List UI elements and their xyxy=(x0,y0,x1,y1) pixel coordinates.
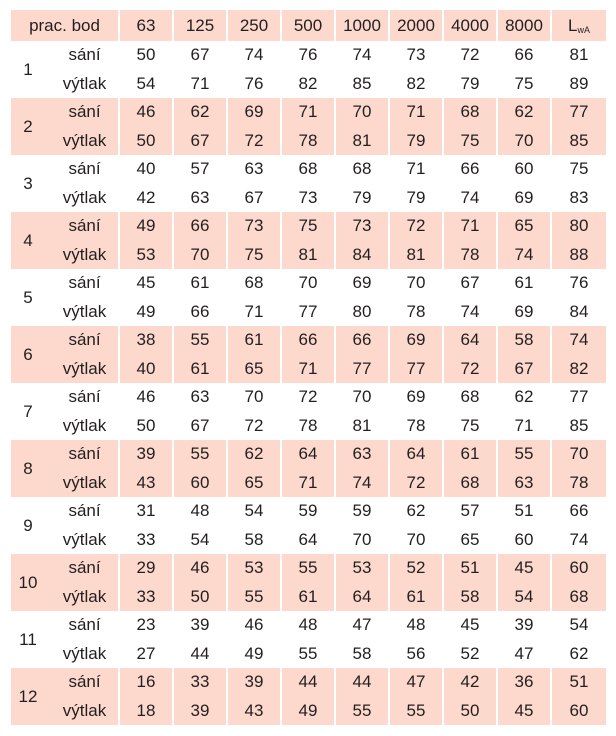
freq-value: 78 xyxy=(442,241,496,270)
freq-value: 58 xyxy=(226,526,280,555)
freq-value: 63 xyxy=(226,155,280,184)
freq-value: 61 xyxy=(496,269,550,298)
lwa-value: 68 xyxy=(550,583,606,612)
freq-value: 76 xyxy=(226,70,280,99)
freq-value: 54 xyxy=(172,526,226,555)
freq-value: 54 xyxy=(118,70,172,99)
freq-value: 58 xyxy=(442,583,496,612)
freq-value: 49 xyxy=(118,298,172,327)
lwa-value: 85 xyxy=(550,412,606,441)
freq-value: 81 xyxy=(334,127,388,156)
header-freq: 500 xyxy=(280,10,334,41)
freq-value: 48 xyxy=(172,497,226,526)
freq-value: 55 xyxy=(496,440,550,469)
point-number: 5 xyxy=(23,287,33,307)
point-number: 8 xyxy=(11,440,45,497)
freq-value: 56 xyxy=(388,640,442,669)
table-row xyxy=(11,269,606,298)
freq-value: 36 xyxy=(496,668,550,697)
freq-value: 46 xyxy=(118,98,172,127)
freq-value: 67 xyxy=(172,41,226,70)
lwa-value: 62 xyxy=(550,640,606,669)
freq-value: 70 xyxy=(172,241,226,270)
lwa-value: 74 xyxy=(550,326,606,355)
side-label-discharge: výtlak xyxy=(62,301,107,321)
header-row xyxy=(11,10,606,41)
freq-value: 65 xyxy=(226,469,280,498)
freq-value: 45 xyxy=(118,269,172,298)
freq-value: 72 xyxy=(226,127,280,156)
table-row xyxy=(11,640,606,669)
freq-value: 61 xyxy=(226,326,280,355)
lwa-value: 88 xyxy=(550,241,606,270)
freq-value: 70 xyxy=(334,98,388,127)
freq-value: 55 xyxy=(280,640,334,669)
lwa-value: 85 xyxy=(550,127,606,156)
freq-value: 75 xyxy=(442,412,496,441)
table-row xyxy=(11,41,606,70)
freq-value: 72 xyxy=(388,469,442,498)
freq-value: 81 xyxy=(280,241,334,270)
freq-value: 55 xyxy=(280,554,334,583)
table-row xyxy=(11,440,606,469)
table-row xyxy=(11,98,606,127)
freq-value: 71 xyxy=(496,412,550,441)
freq-value: 62 xyxy=(226,440,280,469)
freq-value: 68 xyxy=(442,469,496,498)
freq-value: 71 xyxy=(388,98,442,127)
freq-value: 54 xyxy=(496,583,550,612)
freq-value: 74 xyxy=(496,241,550,270)
side-label-discharge: výtlak xyxy=(45,583,118,612)
freq-value: 69 xyxy=(388,383,442,412)
freq-value: 79 xyxy=(388,127,442,156)
point-number: 6 xyxy=(11,326,45,383)
freq-value: 58 xyxy=(334,640,388,669)
freq-value: 50 xyxy=(118,41,172,70)
side-label-suction: sání xyxy=(68,159,101,179)
freq-value: 68 xyxy=(280,155,334,184)
header-label: prac. bod xyxy=(11,10,118,41)
lwa-value: 77 xyxy=(550,383,606,412)
table-row xyxy=(11,383,606,412)
freq-value: 27 xyxy=(118,640,172,669)
side-label-suction: sání xyxy=(68,273,101,293)
freq-value: 40 xyxy=(118,355,172,384)
freq-value: 67 xyxy=(442,269,496,298)
table-row xyxy=(11,668,606,697)
lwa-value: 89 xyxy=(550,70,606,99)
freq-value: 66 xyxy=(280,326,334,355)
lwa-value: 60 xyxy=(550,554,606,583)
header-lwa-main: L xyxy=(568,15,578,35)
lwa-value: 66 xyxy=(550,497,606,526)
point-number: 12 xyxy=(11,668,45,725)
freq-value: 72 xyxy=(442,41,496,70)
freq-value: 77 xyxy=(280,298,334,327)
freq-value: 63 xyxy=(496,469,550,498)
freq-value: 78 xyxy=(388,412,442,441)
freq-value: 73 xyxy=(334,212,388,241)
freq-value: 72 xyxy=(442,355,496,384)
freq-value: 64 xyxy=(442,326,496,355)
table-row xyxy=(11,241,606,270)
freq-value: 61 xyxy=(442,440,496,469)
freq-value: 50 xyxy=(172,583,226,612)
freq-value: 71 xyxy=(226,298,280,327)
freq-value: 52 xyxy=(442,640,496,669)
freq-value: 63 xyxy=(172,184,226,213)
side-label-suction: sání xyxy=(45,212,118,241)
header-freq: 8000 xyxy=(496,10,550,41)
side-label-discharge: výtlak xyxy=(45,241,118,270)
freq-value: 55 xyxy=(172,440,226,469)
freq-value: 72 xyxy=(226,412,280,441)
freq-value: 75 xyxy=(442,127,496,156)
freq-value: 53 xyxy=(118,241,172,270)
freq-value: 72 xyxy=(388,212,442,241)
freq-value: 71 xyxy=(280,355,334,384)
freq-value: 66 xyxy=(172,298,226,327)
point-number: 11 xyxy=(19,629,37,649)
freq-value: 69 xyxy=(496,298,550,327)
lwa-value: 76 xyxy=(550,269,606,298)
freq-value: 44 xyxy=(280,668,334,697)
table-row xyxy=(11,412,606,441)
freq-value: 67 xyxy=(226,184,280,213)
freq-value: 49 xyxy=(226,640,280,669)
freq-value: 51 xyxy=(442,554,496,583)
freq-value: 18 xyxy=(118,697,172,726)
freq-value: 57 xyxy=(442,497,496,526)
lwa-value: 80 xyxy=(550,212,606,241)
freq-value: 63 xyxy=(334,440,388,469)
freq-value: 84 xyxy=(334,241,388,270)
table-row xyxy=(11,355,606,384)
freq-value: 77 xyxy=(388,355,442,384)
freq-value: 70 xyxy=(334,383,388,412)
freq-value: 67 xyxy=(172,412,226,441)
freq-value: 78 xyxy=(280,127,334,156)
freq-value: 82 xyxy=(280,70,334,99)
freq-value: 52 xyxy=(388,554,442,583)
freq-value: 71 xyxy=(172,70,226,99)
table-row xyxy=(11,70,606,99)
freq-value: 70 xyxy=(226,383,280,412)
freq-value: 39 xyxy=(226,668,280,697)
freq-value: 70 xyxy=(388,269,442,298)
lwa-value: 75 xyxy=(550,155,606,184)
freq-value: 60 xyxy=(496,155,550,184)
freq-value: 38 xyxy=(118,326,172,355)
table-row xyxy=(11,212,606,241)
side-label-discharge: výtlak xyxy=(62,73,107,93)
freq-value: 85 xyxy=(334,70,388,99)
freq-value: 81 xyxy=(334,412,388,441)
freq-value: 62 xyxy=(496,383,550,412)
freq-value: 73 xyxy=(226,212,280,241)
freq-value: 39 xyxy=(118,440,172,469)
header-lwa xyxy=(550,10,606,41)
table-row xyxy=(11,697,606,726)
lwa-value: 81 xyxy=(550,41,606,70)
freq-value: 71 xyxy=(388,155,442,184)
freq-value: 66 xyxy=(496,41,550,70)
point-number: 4 xyxy=(11,212,45,269)
freq-value: 62 xyxy=(496,98,550,127)
freq-value: 60 xyxy=(496,526,550,555)
side-label-suction: sání xyxy=(68,45,101,65)
freq-value: 70 xyxy=(388,526,442,555)
table-row xyxy=(11,127,606,156)
freq-value: 62 xyxy=(388,497,442,526)
table-row xyxy=(11,155,606,184)
freq-value: 78 xyxy=(280,412,334,441)
freq-value: 33 xyxy=(118,526,172,555)
lwa-value: 84 xyxy=(550,298,606,327)
freq-value: 74 xyxy=(226,41,280,70)
freq-value: 39 xyxy=(172,697,226,726)
freq-value: 72 xyxy=(280,383,334,412)
freq-value: 76 xyxy=(280,41,334,70)
freq-value: 50 xyxy=(442,697,496,726)
freq-value: 74 xyxy=(334,469,388,498)
table-row xyxy=(11,526,606,555)
side-label-suction: sání xyxy=(68,387,101,407)
point-number: 7 xyxy=(23,401,33,421)
side-label-suction: sání xyxy=(45,668,118,697)
freq-value: 64 xyxy=(280,440,334,469)
freq-value: 39 xyxy=(172,611,226,640)
freq-value: 65 xyxy=(496,212,550,241)
freq-value: 23 xyxy=(118,611,172,640)
freq-value: 33 xyxy=(172,668,226,697)
table-row xyxy=(11,298,606,327)
lwa-value: 74 xyxy=(550,526,606,555)
freq-value: 55 xyxy=(226,583,280,612)
header-lwa-sub: wA xyxy=(577,24,590,35)
freq-value: 45 xyxy=(442,611,496,640)
side-label-discharge: výtlak xyxy=(45,697,118,726)
freq-value: 44 xyxy=(172,640,226,669)
freq-value: 60 xyxy=(172,469,226,498)
freq-value: 67 xyxy=(496,355,550,384)
freq-value: 82 xyxy=(388,70,442,99)
freq-value: 50 xyxy=(118,127,172,156)
freq-value: 64 xyxy=(388,440,442,469)
freq-value: 79 xyxy=(442,70,496,99)
freq-value: 49 xyxy=(118,212,172,241)
freq-value: 55 xyxy=(172,326,226,355)
freq-value: 69 xyxy=(334,269,388,298)
noise-table xyxy=(11,10,606,725)
freq-value: 53 xyxy=(226,554,280,583)
freq-value: 62 xyxy=(172,98,226,127)
freq-value: 64 xyxy=(280,526,334,555)
freq-value: 74 xyxy=(334,41,388,70)
point-number: 2 xyxy=(11,98,45,155)
freq-value: 71 xyxy=(442,212,496,241)
freq-value: 75 xyxy=(280,212,334,241)
freq-value: 81 xyxy=(388,241,442,270)
freq-value: 53 xyxy=(334,554,388,583)
freq-value: 54 xyxy=(226,497,280,526)
freq-value: 74 xyxy=(442,298,496,327)
freq-value: 59 xyxy=(280,497,334,526)
table-row xyxy=(11,469,606,498)
freq-value: 68 xyxy=(442,383,496,412)
table-row xyxy=(11,497,606,526)
header-freq: 4000 xyxy=(442,10,496,41)
side-label-discharge: výtlak xyxy=(62,187,107,207)
freq-value: 48 xyxy=(280,611,334,640)
freq-value: 57 xyxy=(172,155,226,184)
freq-value: 31 xyxy=(118,497,172,526)
side-label-suction: sání xyxy=(45,98,118,127)
lwa-value: 70 xyxy=(550,440,606,469)
side-label-discharge: výtlak xyxy=(45,127,118,156)
table-row xyxy=(11,184,606,213)
freq-value: 47 xyxy=(388,668,442,697)
freq-value: 75 xyxy=(226,241,280,270)
freq-value: 48 xyxy=(388,611,442,640)
freq-value: 44 xyxy=(334,668,388,697)
freq-value: 63 xyxy=(172,383,226,412)
freq-value: 51 xyxy=(496,497,550,526)
freq-value: 64 xyxy=(334,583,388,612)
lwa-value: 51 xyxy=(550,668,606,697)
freq-value: 68 xyxy=(334,155,388,184)
freq-value: 55 xyxy=(388,697,442,726)
freq-value: 61 xyxy=(280,583,334,612)
freq-value: 49 xyxy=(280,697,334,726)
lwa-value: 77 xyxy=(550,98,606,127)
freq-value: 70 xyxy=(280,269,334,298)
freq-value: 66 xyxy=(442,155,496,184)
freq-value: 79 xyxy=(334,184,388,213)
freq-value: 47 xyxy=(334,611,388,640)
freq-value: 78 xyxy=(388,298,442,327)
freq-value: 71 xyxy=(280,98,334,127)
point-number: 9 xyxy=(23,515,33,535)
freq-value: 71 xyxy=(280,469,334,498)
freq-value: 58 xyxy=(496,326,550,355)
freq-value: 16 xyxy=(118,668,172,697)
freq-value: 74 xyxy=(442,184,496,213)
freq-value: 40 xyxy=(118,155,172,184)
side-label-suction: sání xyxy=(45,554,118,583)
freq-value: 79 xyxy=(388,184,442,213)
freq-value: 61 xyxy=(172,269,226,298)
side-label-discharge: výtlak xyxy=(45,469,118,498)
header-freq: 63 xyxy=(118,10,172,41)
point-number: 1 xyxy=(23,59,33,79)
freq-value: 61 xyxy=(388,583,442,612)
freq-value: 29 xyxy=(118,554,172,583)
freq-value: 43 xyxy=(118,469,172,498)
freq-value: 59 xyxy=(334,497,388,526)
lwa-value: 54 xyxy=(550,611,606,640)
side-label-suction: sání xyxy=(45,440,118,469)
side-label-suction: sání xyxy=(68,615,101,635)
side-label-suction: sání xyxy=(45,326,118,355)
freq-value: 67 xyxy=(172,127,226,156)
side-label-suction: sání xyxy=(68,501,101,521)
point-number: 10 xyxy=(11,554,45,611)
lwa-value: 60 xyxy=(550,697,606,726)
freq-value: 43 xyxy=(226,697,280,726)
header-freq: 125 xyxy=(172,10,226,41)
freq-value: 69 xyxy=(388,326,442,355)
side-label-discharge: výtlak xyxy=(62,415,107,435)
freq-value: 50 xyxy=(118,412,172,441)
lwa-value: 78 xyxy=(550,469,606,498)
freq-value: 75 xyxy=(496,70,550,99)
freq-value: 68 xyxy=(226,269,280,298)
freq-value: 80 xyxy=(334,298,388,327)
side-label-discharge: výtlak xyxy=(45,355,118,384)
freq-value: 66 xyxy=(172,212,226,241)
freq-value: 73 xyxy=(280,184,334,213)
side-label-discharge: výtlak xyxy=(62,529,107,549)
freq-value: 42 xyxy=(442,668,496,697)
point-number: 3 xyxy=(23,173,33,193)
table-row xyxy=(11,326,606,355)
freq-value: 46 xyxy=(172,554,226,583)
freq-value: 45 xyxy=(496,697,550,726)
table-row xyxy=(11,611,606,640)
freq-value: 33 xyxy=(118,583,172,612)
lwa-value: 82 xyxy=(550,355,606,384)
freq-value: 65 xyxy=(226,355,280,384)
table-body xyxy=(11,41,606,725)
freq-value: 69 xyxy=(496,184,550,213)
freq-value: 70 xyxy=(334,526,388,555)
freq-value: 65 xyxy=(442,526,496,555)
freq-value: 55 xyxy=(334,697,388,726)
header-freq: 2000 xyxy=(388,10,442,41)
freq-value: 39 xyxy=(496,611,550,640)
freq-value: 69 xyxy=(226,98,280,127)
freq-value: 46 xyxy=(118,383,172,412)
table-row xyxy=(11,583,606,612)
freq-value: 70 xyxy=(496,127,550,156)
table-row xyxy=(11,554,606,583)
freq-value: 42 xyxy=(118,184,172,213)
freq-value: 66 xyxy=(334,326,388,355)
freq-value: 45 xyxy=(496,554,550,583)
lwa-value: 83 xyxy=(550,184,606,213)
freq-value: 68 xyxy=(442,98,496,127)
freq-value: 73 xyxy=(388,41,442,70)
freq-value: 61 xyxy=(172,355,226,384)
side-label-discharge: výtlak xyxy=(62,643,107,663)
freq-value: 77 xyxy=(334,355,388,384)
header-freq: 250 xyxy=(226,10,280,41)
freq-value: 46 xyxy=(226,611,280,640)
freq-value: 47 xyxy=(496,640,550,669)
header-freq: 1000 xyxy=(334,10,388,41)
